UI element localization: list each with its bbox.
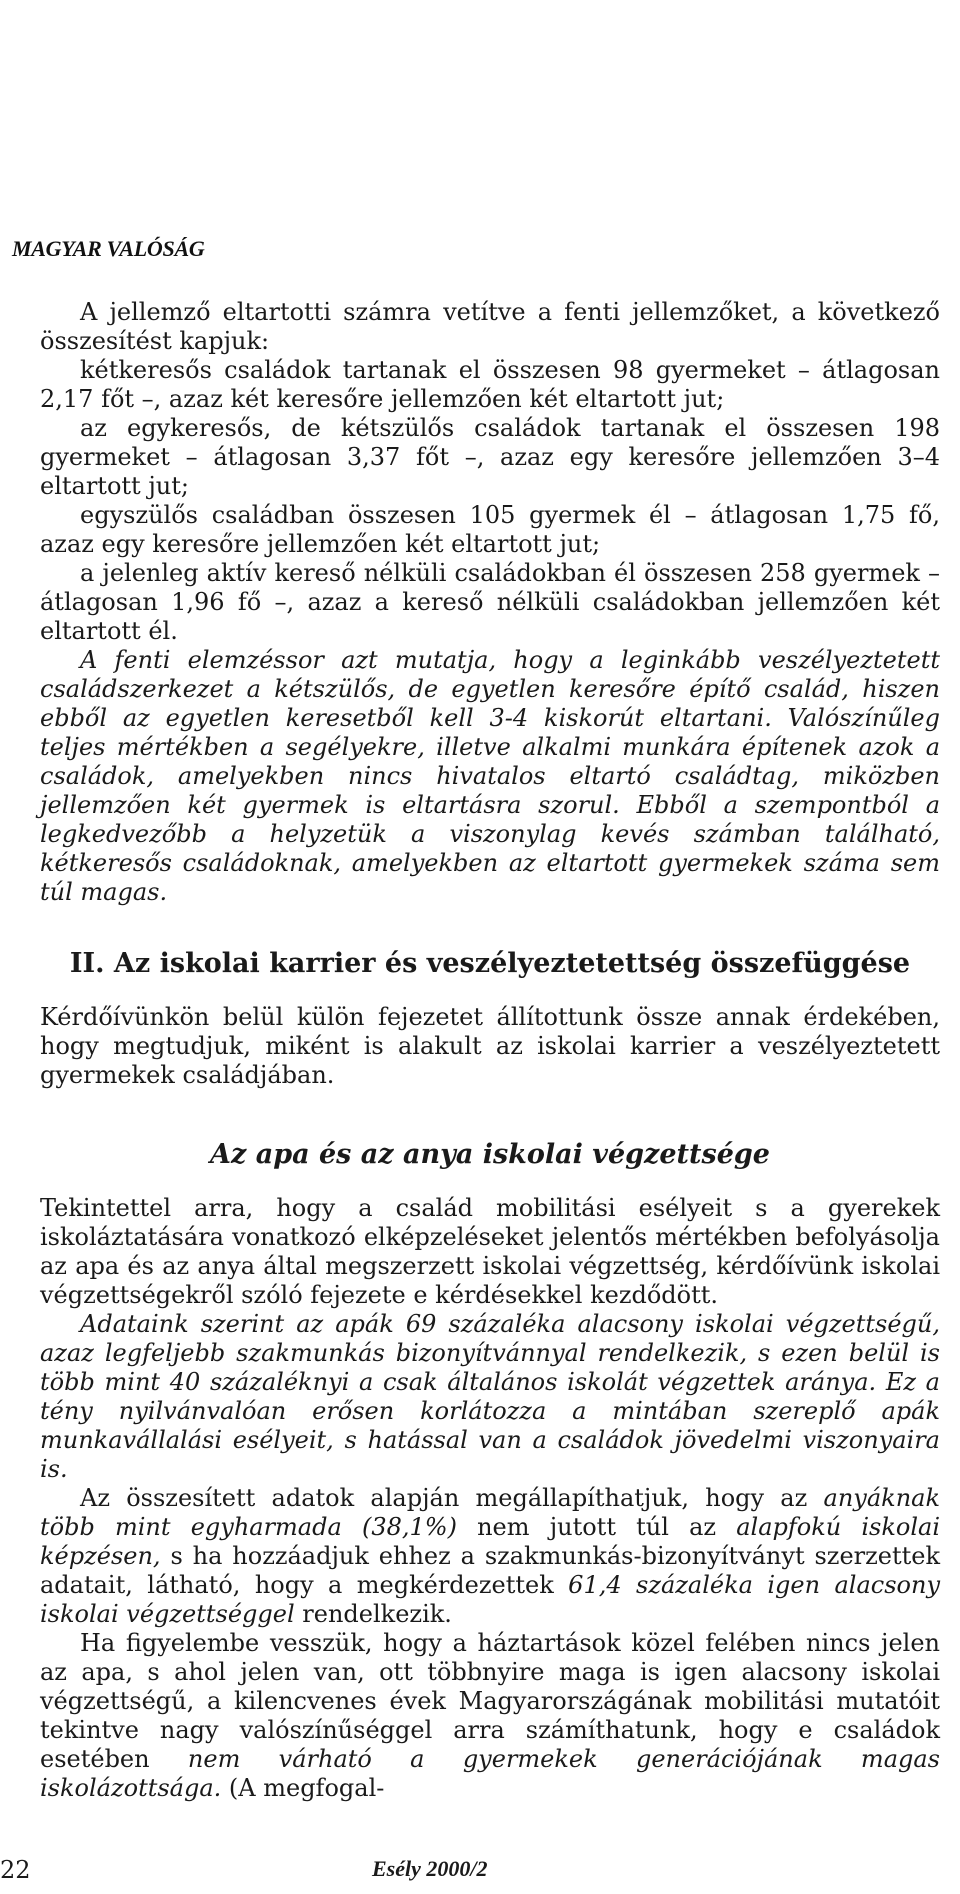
journal-footer: Esély 2000/2 [372, 1856, 488, 1881]
emphasis: alapfokú iskolai képzésen, [40, 1513, 941, 1571]
subsection-heading: Az apa és az anya iskolai végzettsége [210, 1139, 770, 1171]
text-run: Ha figyelembe vesszük, hogy a háztartások közel felében nincs jelen az apa, s ahol jelen van, ott többnyire maga is igen alacsony iskolai végzettségű, a kilencvenes évek Magyarországának mobilitási mutatóit tekintve nagy valószínűséggel arra számíthatunk, hogy e családok esetében [40, 1629, 940, 1774]
text-run: s ha hozzáadjuk ehhez a szakmunkás-bizonyítványt szerzettek adatait, látható, hogy a megkérdezettek [40, 1542, 940, 1600]
section-heading: II. Az iskolai karrier és veszélyeztetettség összefüggése [69, 948, 911, 979]
page-number: 22 [0, 1856, 31, 1884]
emphasis: 61,4 százaléka igen alacsony iskolai végzettséggel [40, 1571, 940, 1629]
emphasis: nem várható a gyermekek generációjának magas iskolázottsága. [40, 1745, 940, 1803]
text-run: nem jutott túl az [456, 1513, 737, 1542]
paragraph: kétkeresős családok tartanak el összesen 98 gyermeket – átlagosan 2,17 főt –, azaz két keresőre jellemzően két eltartott jut; [40, 356, 940, 413]
paragraph: a jelenleg aktív kereső nélküli családokban él összesen 258 gyermek – átlagosan 1,96 fő –, azaz a kereső nélküli családokban jellemzően két eltartott él. [40, 559, 940, 645]
paragraph: az egykeresős, de kétszülős családok tartanak el összesen 198 gyermeket – átlagosan 3,37 főt –, azaz egy keresőre jellemzően 3–4 eltartott jut; [40, 414, 940, 500]
italic-paragraph: A fenti elemzéssor azt mutatja, hogy a leginkább veszélyeztetett családszerkezet a kétszülős, de egyetlen keresőre építő család, hiszen ebből az egyetlen keresetből kell 3-4 kiskorút eltartani. Valószínűleg teljes mértékben a segélyekre, illetve alkalmi munkára építenek azok a családok, amelyekben nincs hivatalos eltartó családtag, miközben jellemzően két gyermek is eltartásra szorul. Ebből a szempontból a legkedvezőbb a helyzetük a viszonylag kevés számban található, kétkeresős családoknak, amelyekben az eltartott gyermekek száma sem túl magas. [40, 646, 940, 906]
italic-paragraph: Adataink szerint az apák 69 százaléka alacsony iskolai végzettségű, azaz legfeljebb szakmunkás bizonyítvánnyal rendelkezik, s ezen belül is több mint 40 százaléknyi a csak általános iskolát végzettek aránya. Ez a tény nyilvánvalóan erősen korlátozza a mintában szereplő apák munkavállalási esélyeit, s hatással van a családok jövedelmi viszonyaira is. [40, 1310, 940, 1484]
paragraph: egyszülős családban összesen 105 gyermek él – átlagosan 1,75 fő, azaz egy keresőre jellemzően két eltartott jut; [40, 501, 940, 558]
paragraph: A jellemző eltartotti számra vetítve a fenti jellemzőket, a következő összesítést kapjuk: [40, 298, 940, 355]
paragraph: Tekintettel arra, hogy a család mobilitási esélyeit s a gyerekek iskoláztatására vonatkozó elképzeléseket jelentős mértékben befolyásolja az apa és az anya által megszerzett iskolai végzettség, kérdőívünk iskolai végzettségekről szóló fejezete e kérdésekkel kezdődött. [40, 1194, 940, 1310]
text-run: Az összesített adatok alapján megállapíthatjuk, hogy az [80, 1484, 824, 1513]
paragraph: Kérdőívünkön belül külön fejezetet állítottunk össze annak érdekében, hogy megtudjuk, miként is alakult az iskolai karrier a veszélyeztetett gyermekek családjában. [40, 1003, 940, 1090]
text-run: rendelkezik. [294, 1600, 452, 1629]
paragraph [40, 1484, 940, 1629]
article-body [40, 298, 940, 1803]
text-run: (A megfogal- [221, 1774, 385, 1803]
paragraph [40, 1629, 940, 1803]
running-header: MAGYAR VALÓSÁG [12, 236, 205, 261]
emphasis: anyáknak több mint egyharmada (38,1%) [40, 1484, 940, 1542]
